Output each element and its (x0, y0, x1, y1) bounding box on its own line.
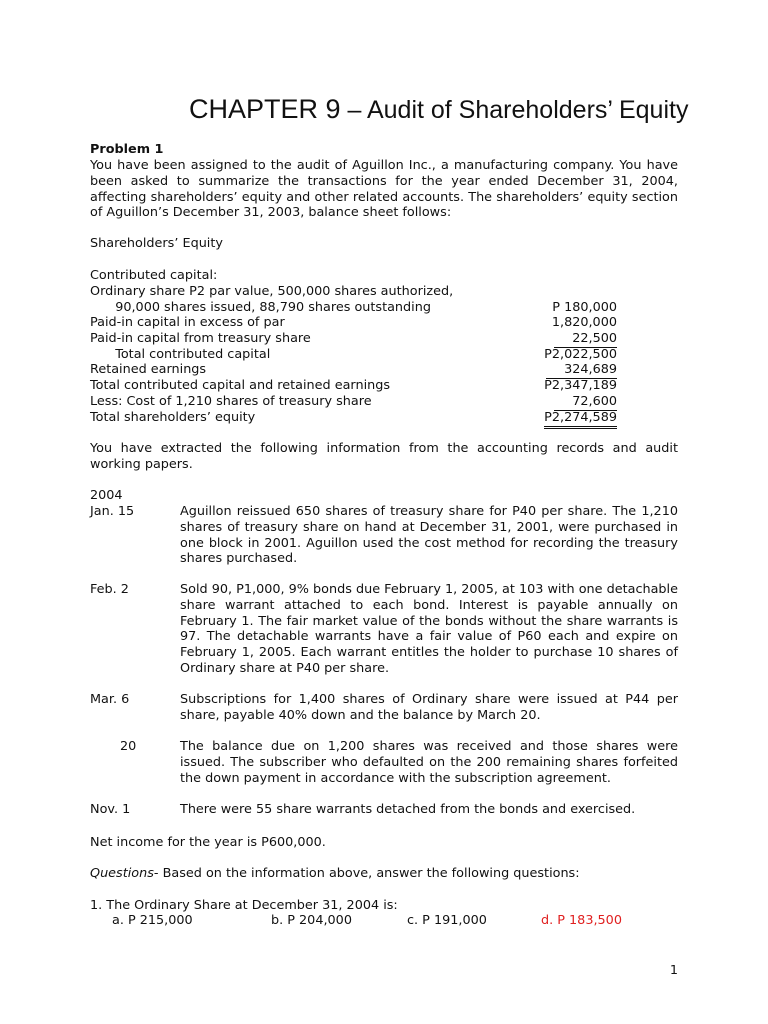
question-1: 1. The Ordinary Share at December 31, 2004 is: (90, 898, 398, 913)
transaction-entry (90, 504, 678, 568)
choice-d-correct: d. P 183,500 (541, 913, 622, 928)
entry-date: Feb. 2 (90, 582, 129, 597)
balance-row (90, 331, 630, 347)
balance-value: 324,689 (546, 362, 617, 379)
chapter-title (189, 94, 689, 125)
balance-value: 72,600 (554, 394, 617, 411)
page-number: 1 (669, 963, 678, 978)
entry-date: 20 (120, 739, 137, 754)
problem-label: Problem 1 (90, 142, 164, 157)
balance-row (90, 300, 630, 316)
balance-row (90, 394, 630, 410)
extract-paragraph: You have extracted the following information from the accounting records and audit working papers. (90, 441, 678, 472)
equity-heading: Shareholders’ Equity (90, 236, 223, 251)
balance-label: 90,000 shares issued, 88,790 shares outstanding (103, 300, 431, 315)
chapter-subtitle: – Audit of Shareholders’ Equity (340, 96, 689, 124)
balance-label: Ordinary share P2 par value, 500,000 shares authorized, (90, 284, 454, 299)
balance-value: P 180,000 (552, 300, 617, 315)
balance-row (90, 347, 630, 363)
year-label: 2004 (90, 488, 123, 503)
question-1-choices (90, 913, 678, 929)
choice-c: c. P 191,000 (407, 913, 487, 928)
questions-intro (90, 866, 678, 882)
balance-row (90, 362, 630, 378)
balance-value: 22,500 (554, 331, 617, 348)
transaction-entry (90, 802, 678, 818)
transaction-entry (90, 692, 678, 724)
chapter-label: CHAPTER 9 (189, 94, 341, 124)
balance-label: Total contributed capital (103, 347, 271, 362)
balance-row (90, 268, 630, 284)
balance-value: P2,274,589 (544, 410, 617, 429)
entry-text: The balance due on 1,200 shares was received and those shares were issued. The subscriber who defaulted on the 200 remaining shares forfeited the down payment in accordance with the subscription agreement. (180, 739, 678, 786)
choice-a: a. P 215,000 (112, 913, 193, 928)
intro-paragraph: You have been assigned to the audit of Aguillon Inc., a manufacturing company. You have been asked to summarize the transactions for the year ended December 31, 2004, affecting shareholders’ equity and other related accounts. The shareholders’ equity section of Aguillon’s December 31, 2003, balance sheet follows: (90, 158, 678, 221)
balance-label: Paid-in capital from treasury share (90, 331, 311, 346)
balance-label: Total contributed capital and retained earnings (90, 378, 391, 393)
balance-label: Retained earnings (90, 362, 207, 377)
entry-date: Jan. 15 (90, 504, 135, 519)
questions-text: - Based on the information above, answer the following questions: (153, 866, 580, 881)
entry-text: Sold 90, P1,000, 9% bonds due February 1, 2005, at 103 with one detachable share warrant attached to each bond. Interest is payable annually on February 1. The fair market value of the bonds without the share warrants is 97. The detachable warrants have a fair value of P60 each and expire on February 1, 2005. Each warrant entitles the holder to purchase 10 shares of Ordinary share at P40 per share. (180, 582, 678, 676)
balance-label: Contributed capital: (90, 268, 218, 283)
balance-value: P2,022,500 (544, 347, 617, 362)
entry-text: Aguillon reissued 650 shares of treasury share for P40 per share. The 1,210 shares of treasury share on hand at December 31, 2001, were purchased in one block in 2001. Aguillon used the cost method for recording the treasury shares purchased. (180, 504, 678, 567)
balance-value: 1,820,000 (551, 315, 617, 330)
transaction-entry (90, 582, 678, 678)
balance-row (90, 284, 630, 300)
net-income: Net income for the year is P600,000. (90, 835, 326, 850)
balance-row (90, 315, 630, 331)
balance-row (90, 410, 630, 426)
balance-value: P2,347,189 (544, 378, 617, 393)
balance-label: Less: Cost of 1,210 shares of treasury share (90, 394, 372, 409)
balance-label: Paid-in capital in excess of par (90, 315, 285, 330)
entry-text: Subscriptions for 1,400 shares of Ordinary share were issued at P44 per share, payable 40% down and the balance by March 20. (180, 692, 678, 723)
entry-date: Nov. 1 (90, 802, 131, 817)
questions-label: Questions (90, 866, 154, 881)
entry-date: Mar. 6 (90, 692, 130, 707)
choice-b: b. P 204,000 (271, 913, 352, 928)
balance-label: Total shareholders’ equity (90, 410, 256, 425)
balance-row (90, 378, 630, 394)
transaction-entry (90, 739, 678, 787)
entry-text: There were 55 share warrants detached from the bonds and exercised. (180, 802, 636, 817)
